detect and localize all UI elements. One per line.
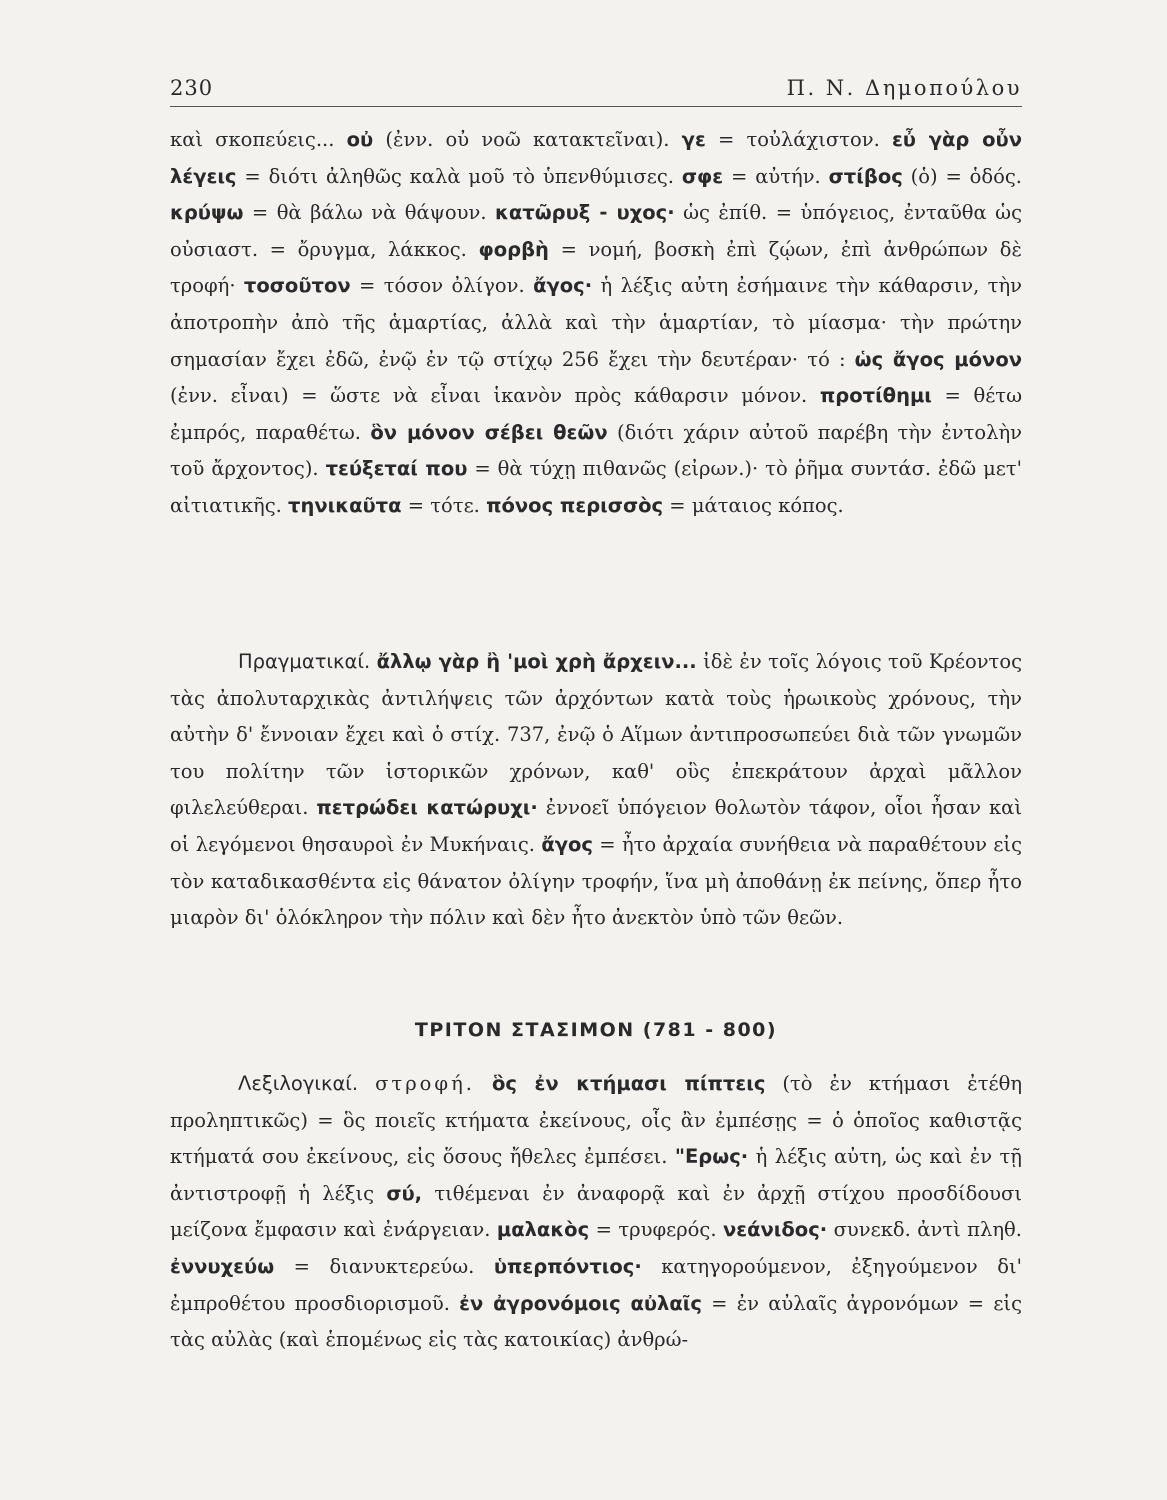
section-heading: ΤΡΙΤΟΝ ΣΤΑΣΙΜΟΝ (781 - 800) xyxy=(414,1019,778,1041)
running-head: Π. Ν. Δημοπούλου xyxy=(786,76,1022,100)
page-header xyxy=(170,72,1022,107)
factual-notes-paragraph: Πραγματικαί. ἄλλῳ γὰρ ἢ 'μοὶ χρὴ ἄρχειν... ἰδὲ ἐν τοῖς λόγοις τοῦ Κρέοντος τὰς ἀπολυταρχικὰς ἀντιλήψεις τῶν ἀρχόντων κατὰ τοὺς ἡρωικοὺς χρόνους, τὴν αὐτὴν δ' ἔννοιαν ἔχει καὶ ὁ στίχ. 737, ἐνῷ ὁ Αἵμων ἀντιπροσωπεύει διὰ τῶν γνωμῶν του πολίτην τῶν ἱστορικῶν χρόνων, καθ' οὓς ἐπεκράτουν ἀρχαὶ μᾶλλον φιλελεύθεραι. πετρώδει κατώρυχι· ἐννοεῖ ὑπόγειον θολωτὸν τάφον, οἷοι ἦσαν καὶ οἱ λεγόμενοι θησαυροὶ ἐν Μυκήναις. ἄγος = ἦτο ἀρχαία συνήθεια νὰ παραθέτουν εἰς τὸν καταδικασθέντα εἰς θάνατον ὀλίγην τροφήν, ἵνα μὴ ἀποθάνῃ ἐκ πείνης, ὅπερ ἦτο μιαρὸν δι' ὁλόκληρον τὴν πόλιν καὶ δὲν ἦτο ἀνεκτὸν ὑπὸ τῶν θεῶν. xyxy=(170,650,1022,930)
section-label: Λεξιλογικαί. xyxy=(238,1072,359,1095)
section-label: Πραγματικαί. xyxy=(238,650,371,673)
page-number: 230 xyxy=(170,76,214,100)
lexical-notes-paragraph: Λεξιλογικαί. στροφή. ὃς ἐν κτήμασι πίπτεις (τὸ ἐν κτήμασι ἐτέθη προληπτικῶς) = ὃς ποιεῖς κτήματα ἐκείνους, οἷς ἂν ἐμπέσῃς = ὁ ὁποῖος καθιστᾷς κτήματά σου ἐκείνους, εἰς ὅσους ἤθελες ἐμπέσει. "Ερως· ἡ λέξις αὐτη, ὡς καὶ ἐν τῇ ἀντιστροφῇ ἡ λέξις σύ, τιθέμεναι ἐν ἀναφορᾷ καὶ ἐν ἀρχῇ στίχου προσδίδουσι μείζονα ἔμφασιν καὶ ἐνάργειαν. μαλακὸς = τρυφερός. νεάνιδος· συνεκδ. ἀντὶ πληθ. ἐννυχεύω = διανυκτερεύω. ὑπερπόντιος· κατηγορούμενον, ἐξηγούμενον δι' ἐμπροθέτου προσδιορισμοῦ. ἐν ἀγρονόμοις αὐλαῖς = ἐν αὐλαῖς ἀγρονόμων = εἰς τὰς αὐλὰς (καὶ ἑπομένως εἰς τὰς κατοικίας) ἀνθρώ- xyxy=(170,1072,1023,1352)
glossary-paragraph: καὶ σκοπεύεις... οὐ (ἐνν. οὐ νοῶ κατακτεῖναι). γε = τοὐλάχιστον. εὖ γὰρ οὖν λέγεις = διότι ἀληθῶς καλὰ μοῦ τὸ ὑπενθύμισες. σφε = αὐτήν. στίβος (ὁ) = ὁδός. κρύψω = θὰ βάλω νὰ θάψουν. κατῶρυξ - υχος· ὡς ἐπίθ. = ὑπόγειος, ἐνταῦθα ὡς οὐσιαστ. = ὄρυγμα, λάκκος. φορβὴ = νομή, βοσκὴ ἐπὶ ζῴων, ἐπὶ ἀνθρώπων δὲ τροφή· τοσοῦτον = τόσον ὀλίγον. ἄγος· ἡ λέξις αὐτη ἐσήμαινε τὴν κάθαρσιν, τὴν ἀποτροπὴν ἀπὸ τῆς ἁμαρτίας, ἀλλὰ καὶ τὴν ἁμαρτίαν, τὸ μίασμα· τὴν πρώτην σημασίαν ἔχει ἐδῶ, ἐνῷ ἐν τῷ στίχῳ 256 ἔχει τὴν δευτέραν· τό : ὡς ἄγος μόνον (ἐνν. εἶναι) = ὥστε νὰ εἶναι ἱκανὸν πρὸς κάθαρσιν μόνον. προτίθημι = θέτω ἐμπρός, παραθέτω. ὃν μόνον σέβει θεῶν (διότι χάριν αὐτοῦ παρέβη τὴν ἐντολὴν τοῦ ἄρχοντος). τεύξεταί που = θὰ τύχῃ πιθανῶς (εἰρων.)· τὸ ῥῆμα συντάσ. ἐδῶ μετ' αἰτιατικῆς. τηνικαῦτα = τότε. πόνος περισσὸς = μάταιος κόπος. xyxy=(170,128,1023,517)
